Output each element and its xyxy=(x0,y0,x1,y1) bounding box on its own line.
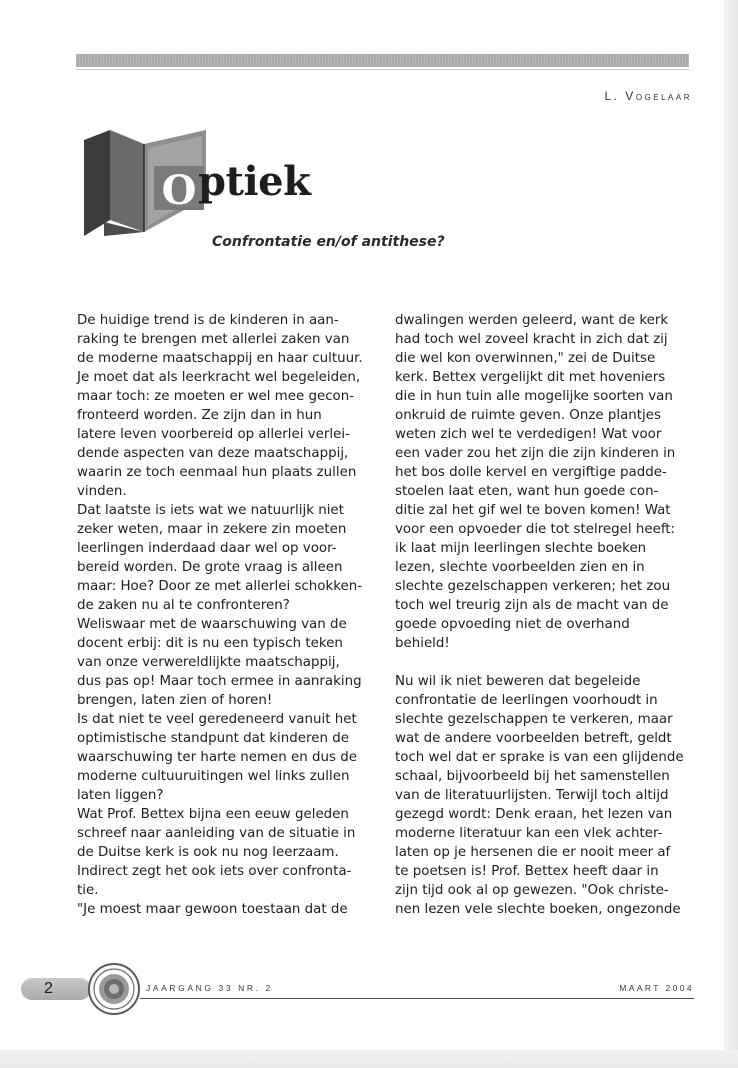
text-line: maar toch: ze moeten er wel mee gecon- xyxy=(77,389,355,404)
text-line: een vader zou het zijn die zijn kinderen in xyxy=(395,446,676,461)
text-line: had toch wel zoveel kracht in zich dat zij xyxy=(395,332,668,347)
text-line: Dat laatste is iets wat we natuurlijk niet xyxy=(77,503,344,518)
text-line: waarschuwing ter harte nemen en dus de xyxy=(77,750,357,765)
text-line: laten op je hersenen die er nooit meer af xyxy=(395,845,671,860)
text-line: dwalingen werden geleerd, want de kerk xyxy=(395,313,669,328)
right-text-column xyxy=(395,311,709,919)
scan-bottom-edge xyxy=(0,1050,738,1068)
text-line: optimistische standpunt dat kinderen de xyxy=(77,731,349,746)
text-line: dende aspecten van deze maatschappij, xyxy=(77,446,349,461)
footer-date: MAART 2004 xyxy=(619,983,694,993)
header-bar xyxy=(76,54,689,67)
text-line: ik laat mijn leerlingen slechte boeken xyxy=(395,541,647,556)
text-line: kerk. Bettex vergelijkt dit met hoveniers xyxy=(395,370,666,385)
text-line: slechte gezelschappen verkeren; het zou xyxy=(395,579,671,594)
text-line: weten zich wel te verdedigen! Wat voor xyxy=(395,427,662,442)
text-line: wat de andere voorbeelden betreft, geldt xyxy=(395,731,672,746)
text-line: brengen, laten zien of horen! xyxy=(77,693,273,708)
text-line: laten liggen? xyxy=(77,788,164,803)
text-line: vinden. xyxy=(77,484,127,499)
text-line: de zaken nu al te confronteren? xyxy=(77,598,290,613)
text-line: stoelen laat eten, want hun goede con- xyxy=(395,484,659,499)
text-line: Indirect zegt het ook iets over confronta- xyxy=(77,864,352,879)
text-line: voor een opvoeder die tot stelregel heeft: xyxy=(395,522,676,537)
text-line: de Duitse kerk is ook nu nog leerzaam. xyxy=(77,845,339,860)
text-line: van de literatuurlijsten. Terwijl toch altijd xyxy=(395,788,669,803)
text-line: docent erbij: dit is nu een typisch teken xyxy=(77,636,343,651)
text-line: die in hun tuin alle mogelijke soorten van xyxy=(395,389,673,404)
text-line: behield! xyxy=(395,636,450,651)
text-line: slechte gezelschappen te verkeren, maar xyxy=(395,712,673,727)
text-line: zeker weten, maar in zekere zin moeten xyxy=(77,522,347,537)
text-line: Weliswaar met de waarschuwing van de xyxy=(77,617,347,632)
text-line: "Je moest maar gewoon toestaan dat de xyxy=(77,902,348,917)
text-line: moderne cultuuruitingen wel links zullen xyxy=(77,769,350,784)
text-line: fronteerd worden. Ze zijn dan in hun xyxy=(77,408,322,423)
text-line: moderne literatuur kan een vlek achter- xyxy=(395,826,663,841)
text-line: van onze verwereldlijkte maatschappij, xyxy=(77,655,340,670)
header-rule xyxy=(76,69,689,70)
text-line: schreef naar aanleiding van de situatie in xyxy=(77,826,356,841)
author-name: L. Vogelaar xyxy=(604,89,692,103)
footer-volume: JAARGANG 33 NR. 2 xyxy=(146,983,273,993)
seal-emblem-icon xyxy=(87,962,141,1016)
text-line: Je moet dat als leerkracht wel begeleiden, xyxy=(77,370,361,385)
left-text-column xyxy=(77,311,391,919)
text-line: raking te brengen met allerlei zaken van xyxy=(77,332,350,347)
text-line: latere leven voorbereid op allerlei verlei- xyxy=(77,427,350,442)
section-title: ptiek xyxy=(198,158,311,205)
text-line: de moderne maatschappij en haar cultuur. xyxy=(77,351,363,366)
text-line: De huidige trend is de kinderen in aan- xyxy=(77,313,339,328)
text-line: onkruid de ruimte geven. Onze plantjes xyxy=(395,408,661,423)
text-line: ditie zal het gif wel te boven komen! Wat xyxy=(395,503,671,518)
text-line: bereid worden. De grote vraag is alleen xyxy=(77,560,343,575)
text-line: het bos dolle kervel en vergiftige padde- xyxy=(395,465,667,480)
text-line: Wat Prof. Bettex bijna een eeuw geleden xyxy=(77,807,349,822)
text-line: tie. xyxy=(77,883,99,898)
text-line: te poetsen is! Prof. Bettex heeft daar in xyxy=(395,864,659,879)
text-line: leerlingen inderdaad daar wel op voor- xyxy=(77,541,337,556)
text-line: gezegd wordt: Denk eraan, het lezen van xyxy=(395,807,673,822)
text-line: toch wel treurig zijn als de macht van de xyxy=(395,598,669,613)
page-number: 2 xyxy=(44,980,53,997)
text-line: Nu wil ik niet beweren dat begeleide xyxy=(395,674,641,689)
text-line: zijn tijd ook al op gewezen. "Ook christe- xyxy=(395,883,669,898)
article-subtitle: Confrontatie en/of antithese? xyxy=(212,234,445,250)
text-line: die wel kon overwinnen," zei de Duitse xyxy=(395,351,656,366)
title-initial-letter: O xyxy=(161,167,197,212)
text-line: Is dat niet te veel geredeneerd vanuit het xyxy=(77,712,357,727)
text-line: maar: Hoe? Door ze met allerlei schokken- xyxy=(77,579,363,594)
paragraph-gap xyxy=(395,653,709,672)
text-line: schaal, bijvoorbeeld bij het samenstellen xyxy=(395,769,670,784)
page-edge-shadow xyxy=(724,0,738,1068)
text-line: waarin ze toch eenmaal hun plaats zullen xyxy=(77,465,357,480)
text-line: goede opvoeding niet de overhand xyxy=(395,617,630,632)
text-line: nen lezen vele slechte boeken, ongezonde xyxy=(395,902,681,917)
text-line: lezen, slechte voorbeelden zien en in xyxy=(395,560,645,575)
text-line: toch wel dat er sprake is van een glijdende xyxy=(395,750,684,765)
text-line: dus pas op! Maar toch ermee in aanraking xyxy=(77,674,362,689)
footer-rule xyxy=(140,998,694,999)
text-line: confrontatie de leerlingen voorhoudt in xyxy=(395,693,658,708)
